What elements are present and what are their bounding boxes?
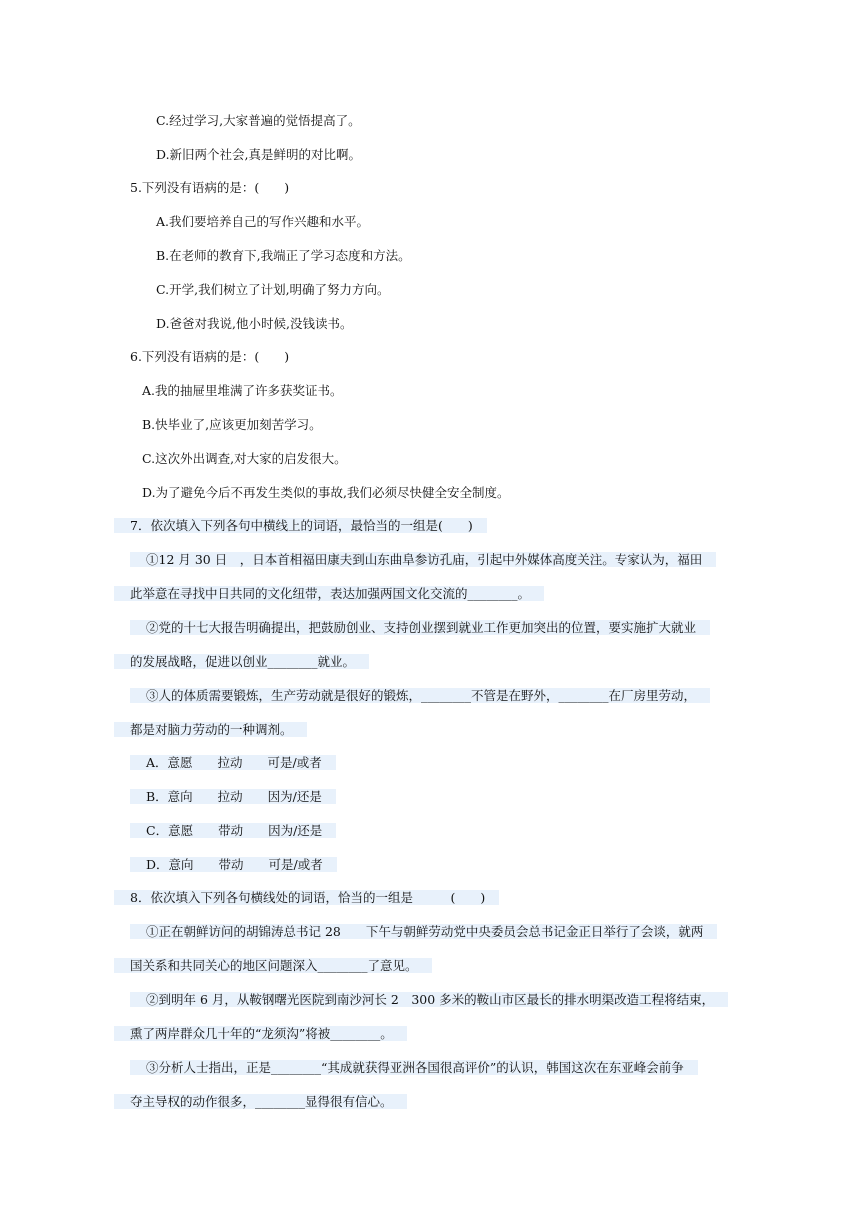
q8-sentence2-line2 [130,1024,407,1044]
q8-sentence3-line1 [146,1058,698,1078]
q7-s2-l2-text: 的发展战略，促进以创业________就业。 [114,654,369,669]
q7-option-c [146,821,336,841]
q7-option-b-text: B．意向 拉动 因为/还是 [130,789,336,804]
q5-option-c: C.开学,我们树立了计划,明确了努力方向。 [156,282,390,297]
q7-sentence2-line2 [130,652,369,672]
q8-sentence1-line1 [146,922,717,942]
q6-option-c: C.这次外出调查,对大家的启发很大。 [142,451,347,466]
q7-s1-l2-text: 此举意在寻找中日共同的文化纽带，表达加强两国文化交流的________。 [114,586,544,601]
q5-question: 5.下列没有语病的是：( ) [130,180,290,195]
q6-option-b: B.快毕业了,应该更加刻苦学习。 [142,417,322,432]
q8-s3-l1-text: ③分析人士指出，正是________“其成就获得亚洲各国很高评价”的认识，韩国这次在东亚峰会前争 [130,1060,698,1075]
q7-sentence3-line1 [146,686,710,706]
q7-question [130,516,487,536]
q7-sentence2-line1 [146,618,710,638]
q8-question [130,888,499,908]
q6-question: 6.下列没有语病的是：( ) [130,349,290,364]
q8-sentence2-line1 [146,990,728,1010]
q5-option-b: B.在老师的教育下,我端正了学习态度和方法。 [156,248,411,263]
q8-s1-l2-text: 国关系和共同关心的地区问题深入________了意见。 [114,958,432,973]
q4-option-c: C.经过学习,大家普遍的觉悟提高了。 [156,113,361,128]
q5-option-a: A.我们要培养自己的写作兴趣和水平。 [156,214,370,229]
q8-question-text: 8．依次填入下列各句横线处的词语，恰当的一组是 ( ) [114,890,499,905]
q8-s3-l2-text: 夺主导权的动作很多，________显得很有信心。 [114,1094,407,1109]
q7-option-a-text: A．意愿 拉动 可是/或者 [130,755,336,770]
q8-sentence3-line2 [130,1092,407,1112]
q7-sentence1-line1 [146,550,716,570]
q5-option-d: D.爸爸对我说,他小时候,没钱读书。 [156,316,353,331]
q7-option-d-text: D．意向 带动 可是/或者 [130,857,337,872]
q7-option-b [146,787,336,807]
q7-question-text: 7．依次填入下列各句中横线上的词语，最恰当的一组是( ) [114,518,487,533]
q8-s2-l2-text: 熏了两岸群众几十年的“龙须沟”将被________。 [114,1026,407,1041]
q7-option-c-text: C．意愿 带动 因为/还是 [130,823,336,838]
q4-option-d: D.新旧两个社会,真是鲜明的对比啊。 [156,147,362,162]
q7-option-a [146,753,336,773]
q8-sentence1-line2 [130,956,432,976]
q6-option-a: A.我的抽屉里堆满了许多获奖证书。 [142,383,343,398]
q7-s3-l1-text: ③人的体质需要锻炼，生产劳动就是很好的锻炼，________不管是在野外，________在厂房里劳动， [130,688,710,703]
q7-s3-l2-text: 都是对脑力劳动的一种调剂。 [114,722,307,737]
q8-s1-l1-text: ①正在朝鲜访问的胡锦涛总书记 28 下午与朝鲜劳动党中央委员会总书记金正日举行了会谈，就两 [130,924,717,939]
q7-s2-l1-text: ②党的十七大报告明确提出，把鼓励创业、支持创业摆到就业工作更加突出的位置，要实施扩大就业 [130,620,710,635]
q7-s1-l1-text: ①12 月 30 日 ，日本首相福田康夫到山东曲阜参访孔庙，引起中外媒体高度关注。专家认为，福田 [130,552,716,567]
q8-s2-l1-text: ②到明年 6 月，从鞍钢曙光医院到南沙河长 2 300 多米的鞍山市区最长的排水明渠改造工程将结束， [130,992,728,1007]
q7-option-d [146,855,337,875]
q6-option-d: D.为了避免今后不再发生类似的事故,我们必须尽快健全安全制度。 [142,485,510,500]
q7-sentence1-line2 [130,584,544,604]
q7-sentence3-line2 [130,720,307,740]
